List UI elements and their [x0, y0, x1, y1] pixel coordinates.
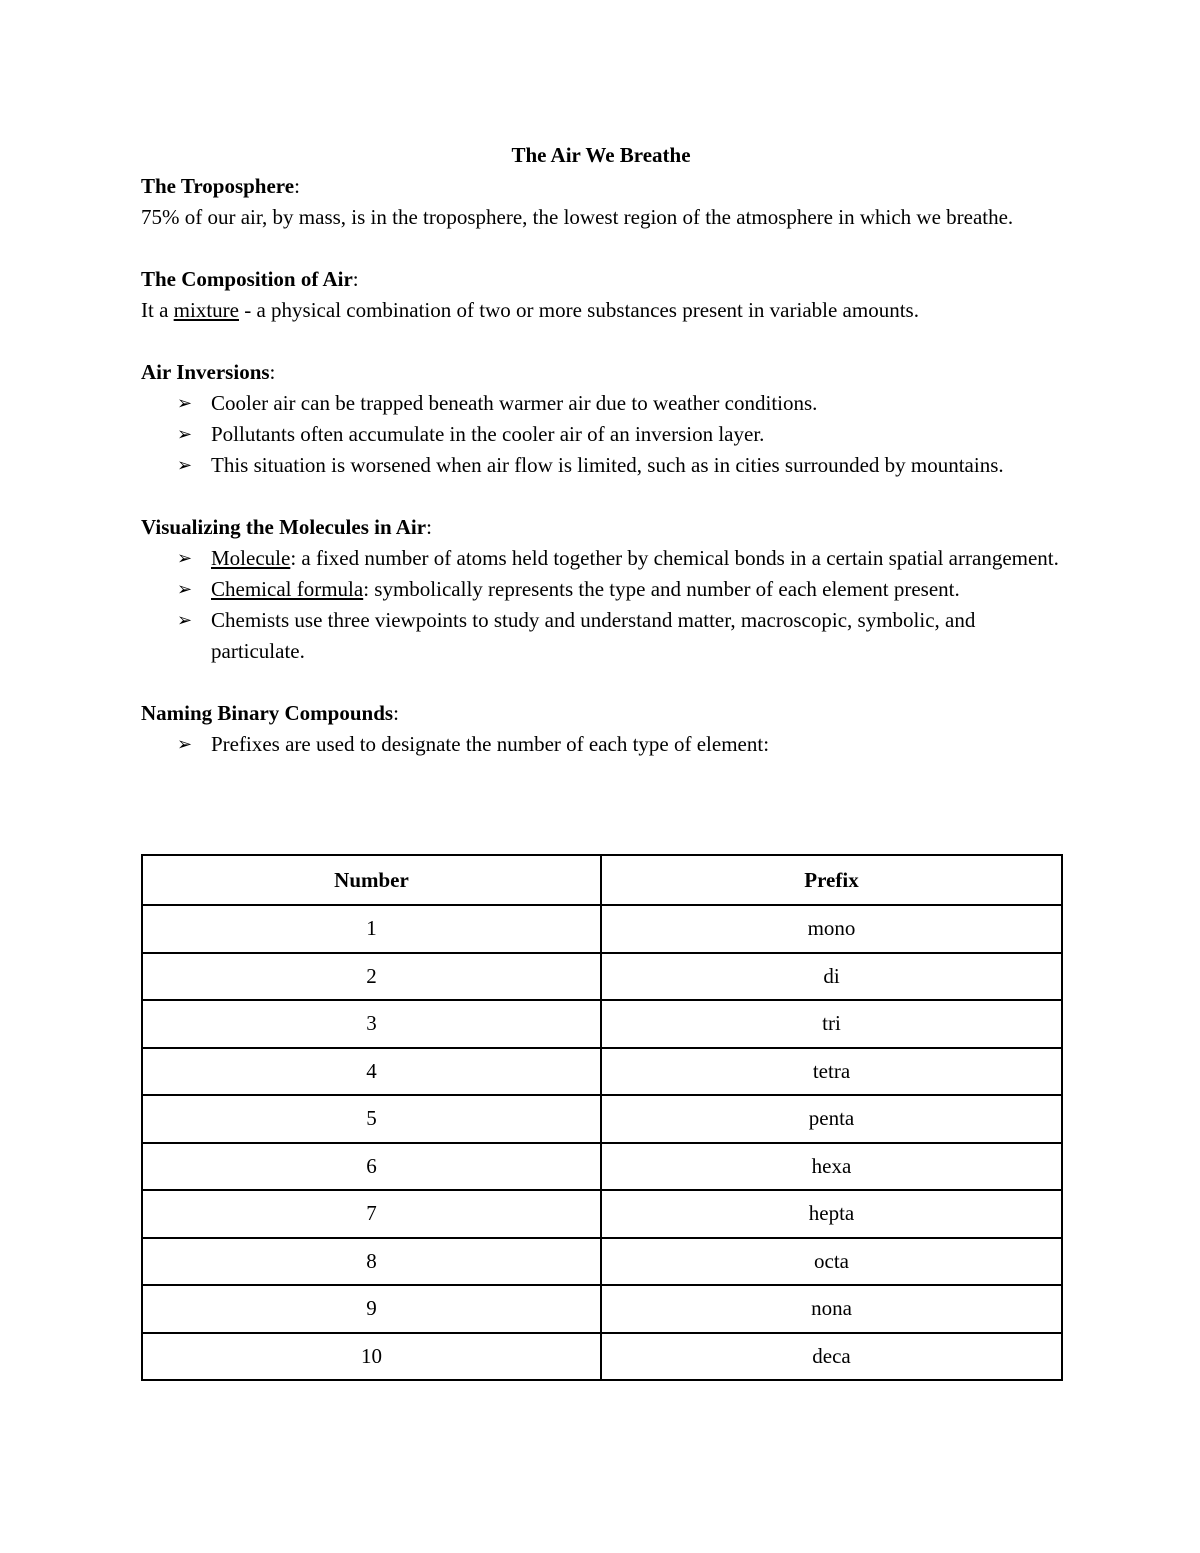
cell-number: 7	[142, 1190, 601, 1238]
document-title: The Air We Breathe	[511, 143, 691, 167]
cell-number: 9	[142, 1285, 601, 1333]
section-heading-molecules: Visualizing the Molecules in Air:	[141, 515, 432, 539]
cell-number: 4	[142, 1048, 601, 1096]
table-row	[142, 1000, 1062, 1048]
table-row	[142, 1333, 1062, 1381]
cell-number: 8	[142, 1238, 601, 1286]
arrow-bullet-icon: ➢	[177, 548, 193, 569]
cell-number: 5	[142, 1095, 601, 1143]
table-row	[142, 1190, 1062, 1238]
table-row	[142, 953, 1062, 1001]
cell-number: 1	[142, 905, 601, 953]
section-heading-binary: Naming Binary Compounds:	[141, 701, 399, 725]
cell-prefix: hepta	[601, 1190, 1062, 1238]
list-item: ➢ Pollutants often accumulate in the cooler air of an inversion layer.	[211, 419, 1061, 450]
list-item: ➢ Prefixes are used to designate the number of each type of element:	[211, 729, 1061, 760]
composition-text: It a mixture - a physical combination of two or more substances present in variable amounts.	[141, 298, 919, 322]
column-header-prefix: Prefix	[601, 855, 1062, 905]
term-mixture: mixture	[173, 298, 239, 322]
cell-number: 6	[142, 1143, 601, 1191]
section-heading-troposphere: The Troposphere:	[141, 174, 300, 198]
section-heading-inversions: Air Inversions:	[141, 360, 276, 384]
list-item: ➢ Molecule: a fixed number of atoms held together by chemical bonds in a certain spatial arrangement.	[211, 543, 1061, 574]
term-molecule: Molecule	[211, 546, 291, 570]
table-row	[142, 1048, 1062, 1096]
inversions-list	[141, 388, 1061, 481]
arrow-bullet-icon: ➢	[177, 734, 193, 755]
arrow-bullet-icon: ➢	[177, 610, 193, 631]
list-item: ➢ This situation is worsened when air flow is limited, such as in cities surrounded by mountains.	[211, 450, 1061, 481]
column-header-number: Number	[142, 855, 601, 905]
cell-prefix: tetra	[601, 1048, 1062, 1096]
cell-prefix: mono	[601, 905, 1062, 953]
cell-number: 2	[142, 953, 601, 1001]
arrow-bullet-icon: ➢	[177, 579, 193, 600]
list-item: ➢ Cooler air can be trapped beneath warmer air due to weather conditions.	[211, 388, 1061, 419]
arrow-bullet-icon: ➢	[177, 393, 193, 414]
troposphere-text: 75% of our air, by mass, is in the troposphere, the lowest region of the atmosphere in which we breathe.	[141, 205, 1014, 229]
cell-number: 10	[142, 1333, 601, 1381]
table-row	[142, 905, 1062, 953]
table-header-row	[142, 855, 1062, 905]
cell-prefix: hexa	[601, 1143, 1062, 1191]
cell-prefix: penta	[601, 1095, 1062, 1143]
cell-prefix: tri	[601, 1000, 1062, 1048]
table-row	[142, 1285, 1062, 1333]
list-item: ➢ Chemists use three viewpoints to study and understand matter, macroscopic, symbolic, and particulate.	[211, 605, 1061, 667]
table-row	[142, 1143, 1062, 1191]
table-row	[142, 1238, 1062, 1286]
section-heading-composition: The Composition of Air:	[141, 267, 359, 291]
term-chemical-formula: Chemical formula	[211, 577, 364, 601]
binary-list	[141, 729, 1061, 760]
arrow-bullet-icon: ➢	[177, 455, 193, 476]
cell-prefix: octa	[601, 1238, 1062, 1286]
table-row	[142, 1095, 1062, 1143]
cell-prefix: deca	[601, 1333, 1062, 1381]
list-item: ➢ Chemical formula: symbolically represents the type and number of each element present.	[211, 574, 1061, 605]
molecules-list	[141, 543, 1061, 667]
prefix-table	[141, 854, 1063, 1381]
arrow-bullet-icon: ➢	[177, 424, 193, 445]
cell-prefix: nona	[601, 1285, 1062, 1333]
cell-number: 3	[142, 1000, 601, 1048]
cell-prefix: di	[601, 953, 1062, 1001]
document-page	[141, 140, 1061, 760]
